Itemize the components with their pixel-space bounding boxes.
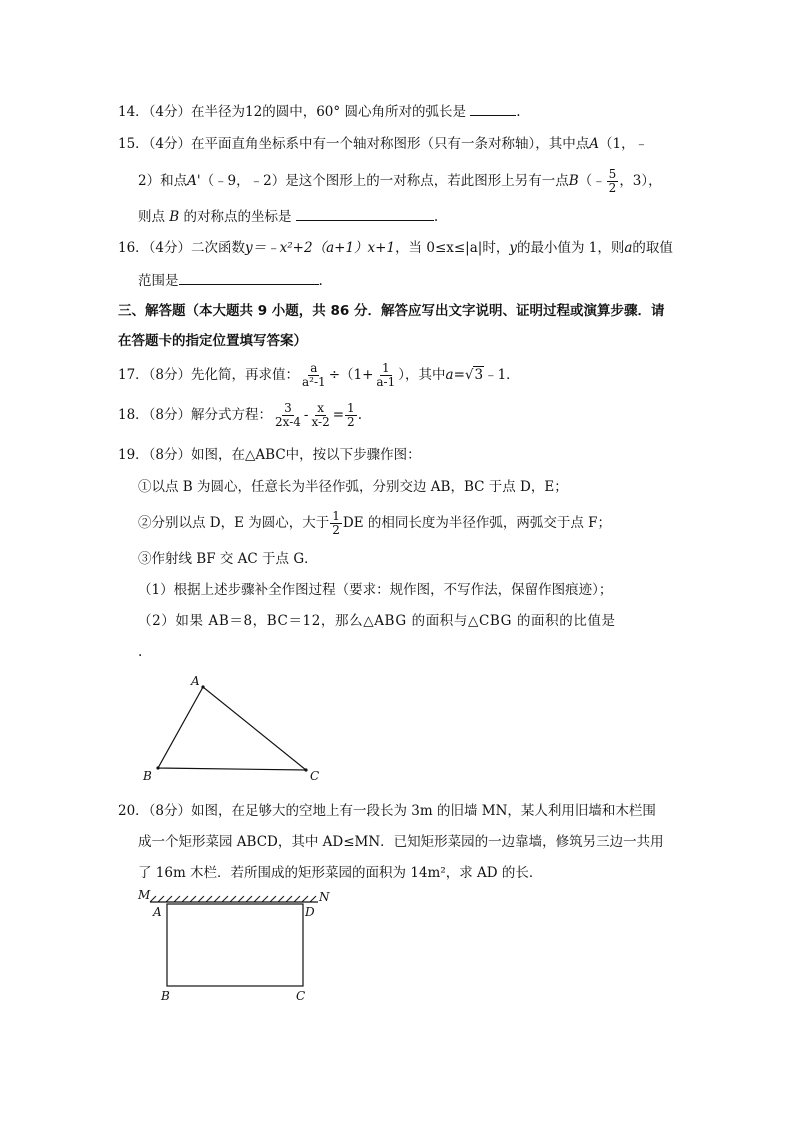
q14-middle: 的圆中，60° 圆心角所对的弧长是 [262, 104, 466, 120]
label-c: C [310, 769, 320, 783]
q19-step2-a: ②分别以点 D，E 为圆心，大于 [138, 515, 330, 531]
q17-close: ），其中 [398, 367, 446, 383]
q19-half-fraction [330, 510, 342, 537]
question-19-step-1: ①以点 B 为圆心，任意长为半径作弧，分别交边 AB，BC 于点 D，E； [138, 479, 568, 495]
q17-prefix: 17．（8分）先化简，再求值： [118, 367, 300, 383]
question-16-line-2 [138, 270, 323, 291]
q15-line2-c: （﹣ [578, 173, 606, 189]
label-m: M [138, 888, 151, 902]
q18-eq: = [332, 407, 345, 423]
q18-fraction-3 [345, 402, 357, 429]
label-c: C [296, 989, 306, 1003]
q18-fraction-1 [273, 402, 303, 429]
q15-line3-end: . [433, 209, 439, 225]
q15-line3-b: 的对称点的坐标是 [183, 209, 292, 225]
label-n: N [319, 890, 330, 904]
q18-fraction-2 [309, 402, 331, 429]
q17-tail: ﹣1． [484, 367, 520, 383]
q16-line1-d: 的取值 [632, 240, 673, 256]
question-19-step-2 [138, 508, 611, 538]
q18-f1-num: 3 [284, 401, 292, 415]
q15-line3-a: 则点 [138, 209, 165, 225]
q18-prefix: 18．（8分）解分式方程： [118, 407, 273, 423]
question-20-line-3: 了 16m 木栏．若所围成的矩形菜园的面积为 14m²，求 AD 的长． [138, 865, 543, 881]
question-16-line-1 [118, 238, 673, 258]
q16-line1-b: ，当 0≤x≤|a|时， [395, 240, 510, 256]
rectangle-abcd [167, 904, 303, 986]
q15-answer-blank[interactable] [296, 206, 434, 221]
q16-line1-c: 的最小值为 1，则 [516, 240, 625, 256]
q17-sqrt-sign: √ [464, 367, 474, 383]
q15-point-a-prime: A' [187, 173, 201, 189]
q15-line2-a: 2）和点 [138, 173, 188, 189]
q18-f2-num: x [317, 401, 324, 415]
question-17 [118, 360, 520, 390]
q17-sqrt-value: 3 [474, 367, 484, 383]
q15-coord-a: （1，﹣ [599, 136, 649, 152]
q15-frac-den: 2 [608, 181, 617, 195]
q18-f3-den: 2 [347, 415, 355, 429]
q18-f2-den: x-2 [311, 415, 330, 429]
question-19-step-3: ③作射线 BF 交 AC 于点 G． [138, 551, 318, 567]
wall-hatching [150, 896, 316, 902]
q18-end: . [357, 407, 362, 423]
label-a: A [191, 674, 200, 688]
q17-frac1-den: a²-1 [302, 375, 326, 389]
q15-line1: 15．（4分）在平面直角坐标系中有一个轴对称图形（只有一条对称轴），其中点 [118, 136, 590, 152]
vertex-c-dot [304, 768, 307, 771]
q17-fraction-1 [300, 362, 328, 389]
q15-point-b-ref: B [169, 209, 180, 225]
q16-line1-a: 16．（4分）二次函数 [118, 240, 246, 256]
question-14 [118, 101, 521, 122]
q15-line2-d: ，3）， [619, 173, 662, 189]
vertex-a-dot [201, 685, 204, 688]
q16-var-a: a [624, 240, 633, 256]
question-15-line-1 [118, 134, 648, 154]
question-19-part-2: （2）如果 AB＝8，BC＝12，那么△ABG 的面积与△CBG 的面积的比值是 [138, 613, 616, 629]
label-b: B [161, 989, 170, 1003]
section-3-heading-line-1: 三、解答题（本大题共 9 小题，共 86 分．解答应写出文字说明、证明过程或演算步骤．请 [118, 303, 665, 319]
label-b: B [143, 769, 152, 783]
vertex-b-dot [156, 766, 159, 769]
q16-answer-blank[interactable] [179, 270, 319, 285]
q15-line2-b: （﹣9，﹣2）是这个图形上的一对称点，若此图形上另有一点 [200, 173, 569, 189]
q17-frac2-den: a-1 [376, 375, 396, 389]
question-20-line-2: 成一个矩形菜园 ABCD，其中 AD≤MN．已知矩形菜园的一边靠墙，修筑另三边一共用 [138, 834, 664, 850]
question-19-line-1: 19．（8分）如图，在△ABC中，按以下步骤作图： [118, 447, 421, 463]
q16-line2-a: 范围是 [138, 273, 179, 289]
q16-line2-end: . [318, 273, 323, 289]
q20-rectangle-figure [136, 885, 346, 1010]
label-d: D [305, 905, 315, 919]
q19-triangle-figure [136, 670, 336, 788]
q19-frac-den: 2 [332, 523, 340, 537]
q15-point-a: A [589, 136, 600, 152]
q17-eq: = [453, 367, 465, 383]
label-a: A [153, 905, 162, 919]
q18-f3-num: 1 [347, 401, 355, 415]
triangle-abc [158, 687, 306, 770]
question-15-line-2 [138, 166, 662, 196]
q15-frac-num: 5 [608, 167, 617, 181]
q17-fraction-2 [374, 362, 397, 389]
q19-step2-b: DE 的相同长度为半径作弧，两弧交于点 F； [342, 515, 612, 531]
q18-minus: - [303, 407, 309, 423]
question-19-part-1: （1）根据上述步骤补全作图过程（要求：规作图，不写作法，保留作图痕迹）； [138, 582, 613, 598]
question-18 [118, 400, 362, 430]
q17-frac1-num: a [310, 361, 318, 375]
question-20-line-1: 20．（8分）如图，在足够大的空地上有一段长为 3m 的旧墙 MN，某人利用旧墙和木栏围 [118, 803, 656, 819]
q19-frac-num: 1 [332, 509, 340, 523]
q14-answer-blank[interactable] [470, 101, 516, 116]
question-15-line-3 [138, 206, 438, 227]
q17-frac2-num: 1 [382, 361, 390, 375]
q14-suffix: . [516, 104, 521, 120]
q17-var: a [445, 367, 454, 383]
q15-fraction [607, 168, 619, 195]
q14-prefix: 14．（4分）在半径为 [118, 104, 246, 120]
question-19-part-2-end: . [138, 644, 143, 660]
q14-radius: 12 [245, 104, 263, 120]
section-3-heading-line-2: 在答题卡的指定位置填写答案） [118, 333, 307, 349]
q17-div: ÷（1+ [328, 367, 374, 383]
q16-var-y: y [509, 240, 517, 256]
q18-f1-den: 2x-4 [275, 415, 301, 429]
q16-function: y＝﹣x²+2（a+1）x+1 [245, 240, 396, 256]
q15-point-b: B [568, 173, 579, 189]
